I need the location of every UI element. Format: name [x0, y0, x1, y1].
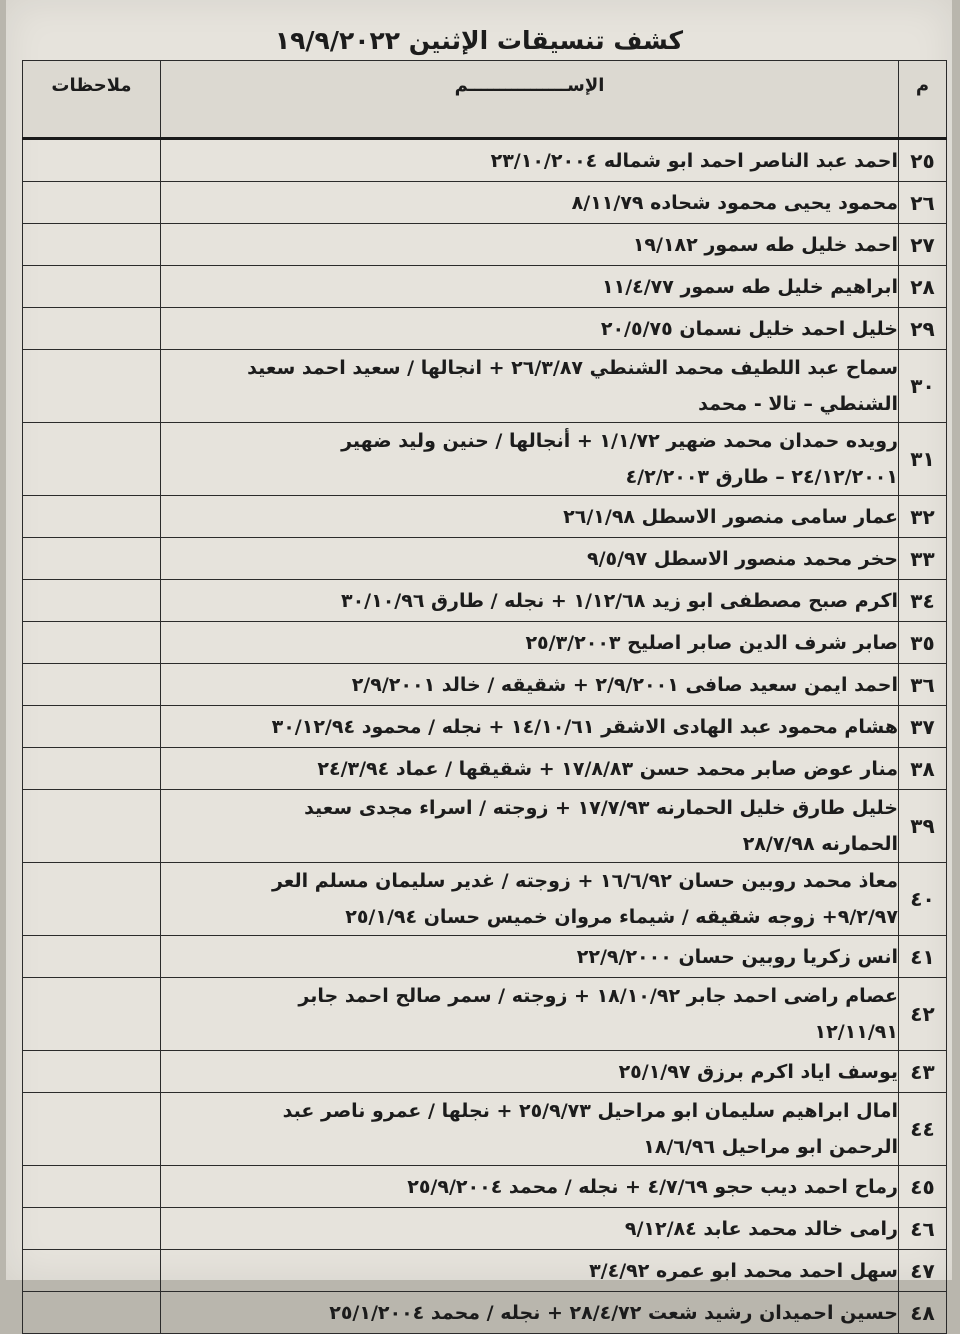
row-name: احمد خليل طه سمور ١٩/١٨٢ [161, 224, 899, 266]
document-page [6, 0, 952, 1325]
row-name: يوسف اياد اكرم برزق ٢٥/١/٩٧ [161, 1051, 899, 1093]
table-row [23, 1051, 947, 1093]
row-number: ٢٩ [899, 308, 947, 350]
table-row [23, 350, 947, 423]
document-title: كشف تنسيقات الإثنين ١٩/٩/٢٠٢٢ [274, 26, 684, 55]
column-header-notes: ملاحظات [23, 61, 161, 139]
row-name: رامى خالد محمد عابد ٩/١٢/٨٤ [161, 1208, 899, 1250]
table-row [23, 423, 947, 496]
row-number: ٤٨ [899, 1292, 947, 1334]
row-number: ٣٤ [899, 580, 947, 622]
row-name: ابراهيم خليل طه سمور ١١/٤/٧٧ [161, 266, 899, 308]
row-number: ٢٥ [899, 139, 947, 182]
table-row [23, 1166, 947, 1208]
row-notes [23, 1208, 161, 1250]
row-number: ٤٧ [899, 1250, 947, 1292]
row-name: رماح احمد ديب حجو ٤/٧/٦٩ + نجله / محمد ٢٥/٩/٢٠٠٤ [161, 1166, 899, 1208]
row-notes [23, 182, 161, 224]
table-row [23, 936, 947, 978]
table-row [23, 266, 947, 308]
row-notes [23, 706, 161, 748]
row-name: سهل احمد محمد ابو عمره ٣/٤/٩٢ [161, 1250, 899, 1292]
row-number: ٢٨ [899, 266, 947, 308]
column-header-number: م [899, 61, 947, 139]
row-notes [23, 580, 161, 622]
row-notes [23, 308, 161, 350]
row-notes [23, 224, 161, 266]
row-number: ٣٨ [899, 748, 947, 790]
row-notes [23, 496, 161, 538]
row-name: هشام محمود عبد الهادى الاشقر ١٤/١٠/٦١ + نجله / محمود ٣٠/١٢/٩٤ [161, 706, 899, 748]
table-row [23, 580, 947, 622]
table-row [23, 308, 947, 350]
row-notes [23, 748, 161, 790]
row-name: رويده حمدان محمد ضهير ١/١/٧٢ + أنجالها / حنين وليد ضهير ٢٤/١٢/٢٠٠١ – طارق ٤/٢/٢٠٠٣ [161, 423, 899, 496]
row-name: منار عوض صابر محمد حسن ١٧/٨/٨٣ + شقيقها / عماد ٢٤/٣/٩٤ [161, 748, 899, 790]
table-row [23, 496, 947, 538]
row-notes [23, 423, 161, 496]
row-number: ٣٥ [899, 622, 947, 664]
row-notes [23, 1093, 161, 1166]
table-row [23, 863, 947, 936]
coordination-table [22, 60, 947, 1334]
row-number: ٤٠ [899, 863, 947, 936]
row-notes [23, 1250, 161, 1292]
row-name: عصام راضى احمد جابر ١٨/١٠/٩٢ + زوجته / سمر صالح احمد جابر ١٢/١١/٩١ [161, 978, 899, 1051]
row-number: ٢٧ [899, 224, 947, 266]
table-row [23, 1093, 947, 1166]
row-number: ٣٣ [899, 538, 947, 580]
row-name: احمد ايمن سعيد صافى ٢/٩/٢٠٠١ + شقيقه / خالد ٢/٩/٢٠٠١ [161, 664, 899, 706]
row-notes [23, 1292, 161, 1334]
row-number: ٣١ [899, 423, 947, 496]
row-name: اكرم صبح مصطفى ابو زيد ١/١٢/٦٨ + نجله / طارق ٣٠/١٠/٩٦ [161, 580, 899, 622]
row-notes [23, 538, 161, 580]
row-number: ٤١ [899, 936, 947, 978]
table-row [23, 790, 947, 863]
row-name: خليل احمد خليل نسمان ٢٠/٥/٧٥ [161, 308, 899, 350]
row-notes [23, 139, 161, 182]
table-row [23, 1208, 947, 1250]
table-row [23, 748, 947, 790]
row-notes [23, 664, 161, 706]
table-row [23, 622, 947, 664]
row-number: ٤٦ [899, 1208, 947, 1250]
row-number: ٤٥ [899, 1166, 947, 1208]
row-name: عمار سامى منصور الاسطل ٢٦/١/٩٨ [161, 496, 899, 538]
row-name: حسين احميدان رشيد شعت ٢٨/٤/٧٢ + نجله / محمد ٢٥/١/٢٠٠٤ [161, 1292, 899, 1334]
table-row [23, 1292, 947, 1334]
row-notes [23, 622, 161, 664]
row-name: انس زكريا روبين حسان ٢٢/٩/٢٠٠٠ [161, 936, 899, 978]
row-number: ٢٦ [899, 182, 947, 224]
row-name: معاذ محمد روبين حسان ١٦/٦/٩٢ + زوجته / غدير سليمان مسلم العر ٩/٢/٩٧+ زوجه شقيقه / شيماء مروان خميس حسان ٢٥/١/٩٤ [161, 863, 899, 936]
row-name: محمود يحيى محمود شحاده ٨/١١/٧٩ [161, 182, 899, 224]
row-notes [23, 1051, 161, 1093]
row-notes [23, 863, 161, 936]
row-number: ٣٧ [899, 706, 947, 748]
row-number: ٤٣ [899, 1051, 947, 1093]
row-notes [23, 936, 161, 978]
row-notes [23, 1166, 161, 1208]
row-number: ٣٦ [899, 664, 947, 706]
row-notes [23, 790, 161, 863]
table-row [23, 664, 947, 706]
table-row [23, 538, 947, 580]
table-row [23, 182, 947, 224]
row-number: ٣٢ [899, 496, 947, 538]
row-name: حخر محمد منصور الاسطل ٩/٥/٩٧ [161, 538, 899, 580]
table-row [23, 978, 947, 1051]
row-name: احمد عبد الناصر احمد ابو شماله ٢٣/١٠/٢٠٠٤ [161, 139, 899, 182]
column-header-name: الإســــــــــــــــم [161, 61, 899, 139]
row-notes [23, 350, 161, 423]
row-number: ٤٢ [899, 978, 947, 1051]
row-name: سماح عبد اللطيف محمد الشنطي ٢٦/٣/٨٧ + انجالها / سعيد احمد سعيد الشنطي – تالا - محمد [161, 350, 899, 423]
row-number: ٣٠ [899, 350, 947, 423]
row-name: صابر شرف الدين صابر اصليح ٢٥/٣/٢٠٠٣ [161, 622, 899, 664]
row-number: ٣٩ [899, 790, 947, 863]
row-name: خليل طارق خليل الحمارنه ١٧/٧/٩٣ + زوجته / اسراء مجدى سعيد الحمارنه ٢٨/٧/٩٨ [161, 790, 899, 863]
table-header-row [23, 61, 947, 139]
row-name: امال ابراهيم سليمان ابو مراحيل ٢٥/٩/٧٣ + نجلها / عمرو ناصر عبد الرحمن ابو مراحيل ١٨/٦/٩٦ [161, 1093, 899, 1166]
table-row [23, 224, 947, 266]
row-notes [23, 978, 161, 1051]
table-row [23, 139, 947, 182]
row-number: ٤٤ [899, 1093, 947, 1166]
table-row [23, 1250, 947, 1292]
row-notes [23, 266, 161, 308]
table-row [23, 706, 947, 748]
